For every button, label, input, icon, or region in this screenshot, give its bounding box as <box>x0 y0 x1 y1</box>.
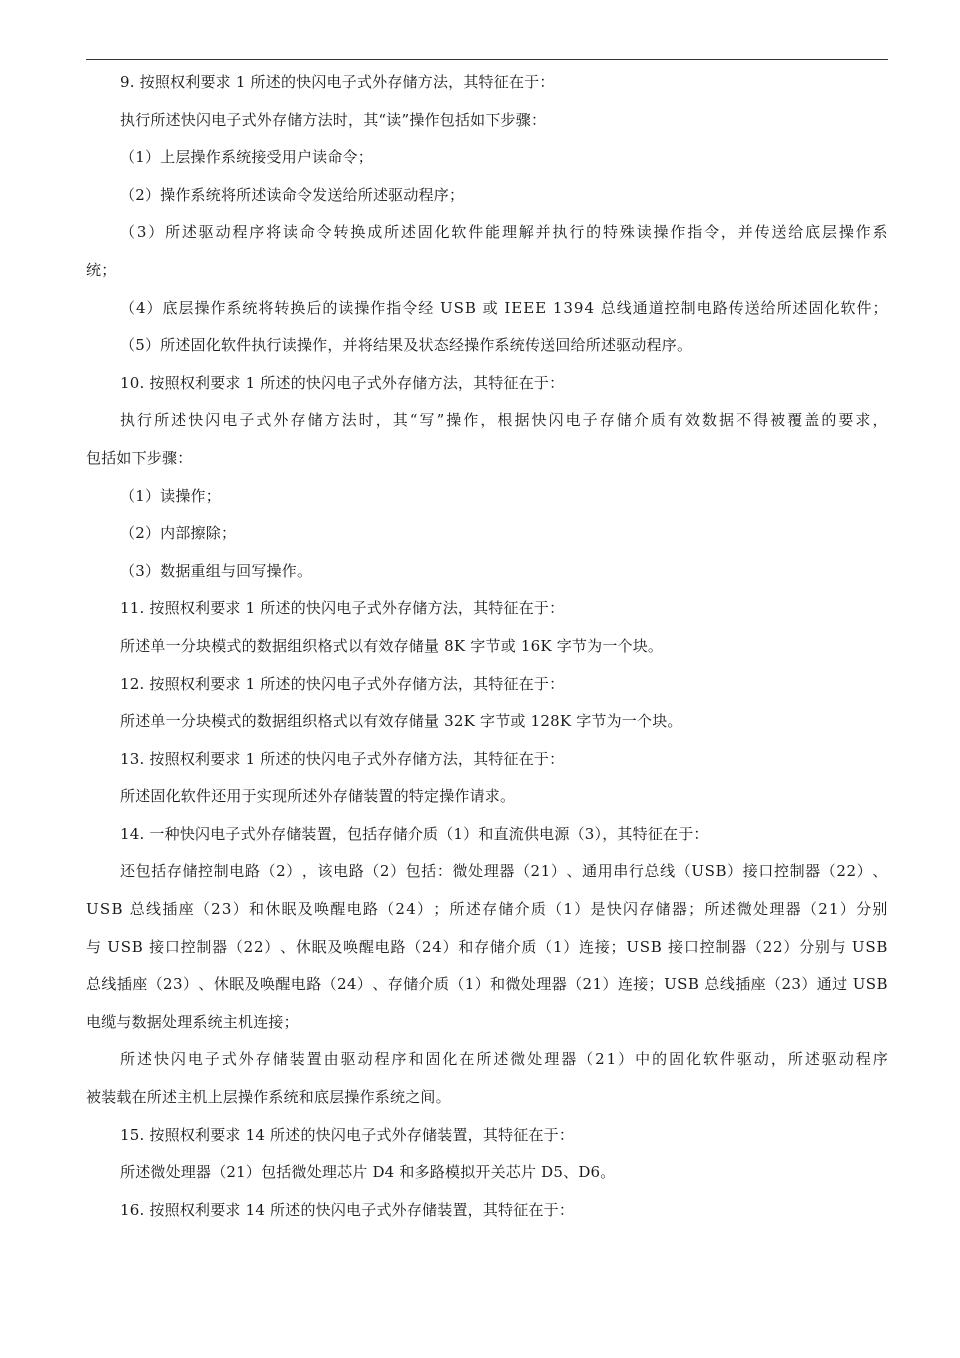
text-line: 15. 按照权利要求 14 所述的快闪电子式外存储装置，其特征在于： <box>120 1125 575 1144</box>
text-line: 12. 按照权利要求 1 所述的快闪电子式外存储方法，其特征在于： <box>120 674 565 693</box>
text-line: 包括如下步骤： <box>86 448 193 467</box>
text-line: （1）读操作； <box>120 486 221 505</box>
text-line: 所述固化软件还用于实现所述外存储装置的特定操作请求。 <box>120 787 516 806</box>
text-line: 还 包 括 存 储 控 制 电 路 （ 2 ） ， 该 电 路 （ 2 ） 包 括 ： 微 处 理 器 （ 2 1 ） 、 通 用 串 行 总 线 （ U S B ） 接 口 控 制 器 （ 2 2 ） 、 <box>120 862 888 881</box>
header-rule <box>86 59 888 60</box>
document-body <box>86 64 888 1229</box>
text-line: 所 述 快 闪 电 子 式 外 存 储 装 置 由 驱 动 程 序 和 固 化 在 所 述 微 处 理 器 （ 2 1 ） 中 的 固 化 软 件 驱 动 ， 所 述 驱 动 程 序 <box>120 1050 888 1069</box>
text-line: （ 3 ） 所 述 驱 动 程 序 将 读 命 令 转 换 成 所 述 固 化 软 件 能 理 解 并 执 行 的 特 殊 读 操 作 指 令 ， 并 传 送 给 底 层 操 作 系 <box>120 223 888 242</box>
text-line: 所述微处理器（21）包括微处理芯片 D4 和多路模拟开关芯片 D5、D6。 <box>120 1163 616 1182</box>
text-line: （2）操作系统将所述读命令发送给所述驱动程序； <box>120 185 465 204</box>
text-line: 14. 一种快闪电子式外存储装置，包括存储介质（1）和直流供电源（3），其特征在于： <box>120 824 709 843</box>
text-line: 所述单一分块模式的数据组织格式以有效存储量 8K 字节或 16K 字节为一个块。 <box>120 636 664 655</box>
text-line: 所述单一分块模式的数据组织格式以有效存储量 32K 字节或 128K 字节为一个块。 <box>120 712 683 731</box>
text-line: （1）上层操作系统接受用户读命令； <box>120 148 373 167</box>
text-line: 执 行 所 述 快 闪 电 子 式 外 存 储 方 法 时 ， 其 “ 写 ” 操 作 ， 根 据 快 闪 电 子 存 储 介 质 有 效 数 据 不 得 被 覆 盖 的 要 求 ， <box>120 411 888 430</box>
text-line: 总 线 插 座 （ 2 3 ） 、 休 眠 及 唤 醒 电 路 （ 2 4 ） 、 存 储 介 质 （ 1 ） 和 微 处 理 器 （ 2 1 ） 连 接 ； U S B 总 线 插 座 （ 2 3 ） 通 过 U S B <box>86 975 888 994</box>
text-line: U S B 总 线 插 座 （ 2 3 ） 和 休 眠 及 唤 醒 电 路 （ 2 4 ） ； 所 述 存 储 介 质 （ 1 ） 是 快 闪 存 储 器 ； 所 述 微 处 理 器 （ 2 1 ） 分 别 <box>86 900 888 919</box>
text-line: 电缆与数据处理系统主机连接； <box>86 1012 299 1031</box>
text-line: 执行所述快闪电子式外存储方法时，其“读”操作包括如下步骤： <box>120 110 547 129</box>
text-line: （2）内部擦除； <box>120 524 237 543</box>
text-line: 被装载在所述主机上层操作系统和底层操作系统之间。 <box>86 1088 451 1107</box>
text-line: 统； <box>86 260 117 279</box>
text-line: （3）数据重组与回写操作。 <box>120 561 313 580</box>
text-line: 11. 按照权利要求 1 所述的快闪电子式外存储方法，其特征在于： <box>120 599 565 618</box>
text-line: 10. 按照权利要求 1 所述的快闪电子式外存储方法，其特征在于： <box>120 373 565 392</box>
text-line: 16. 按照权利要求 14 所述的快闪电子式外存储装置，其特征在于： <box>120 1200 575 1219</box>
text-line: （5）所述固化软件执行读操作，并将结果及状态经操作系统传送回给所述驱动程序。 <box>120 336 693 355</box>
text-line: 与 U S B 接 口 控 制 器 （ 2 2 ） 、 休 眠 及 唤 醒 电 路 （ 2 4 ） 和 存 储 介 质 （ 1 ） 连 接 ； U S B 接 口 控 制 器 （ 2 2 ） 分 别 与 U S B <box>86 937 888 956</box>
text-line: 13. 按照权利要求 1 所述的快闪电子式外存储方法，其特征在于： <box>120 749 565 768</box>
text-line: 9. 按照权利要求 1 所述的快闪电子式外存储方法，其特征在于： <box>120 73 555 91</box>
text-line: （ 4 ） 底 层 操 作 系 统 将 转 换 后 的 读 操 作 指 令 经 U S B 或 I E E E 1 3 9 4 总 线 通 道 控 制 电 路 传 送 给 所 述 固 化 软 件 ； <box>120 298 888 317</box>
